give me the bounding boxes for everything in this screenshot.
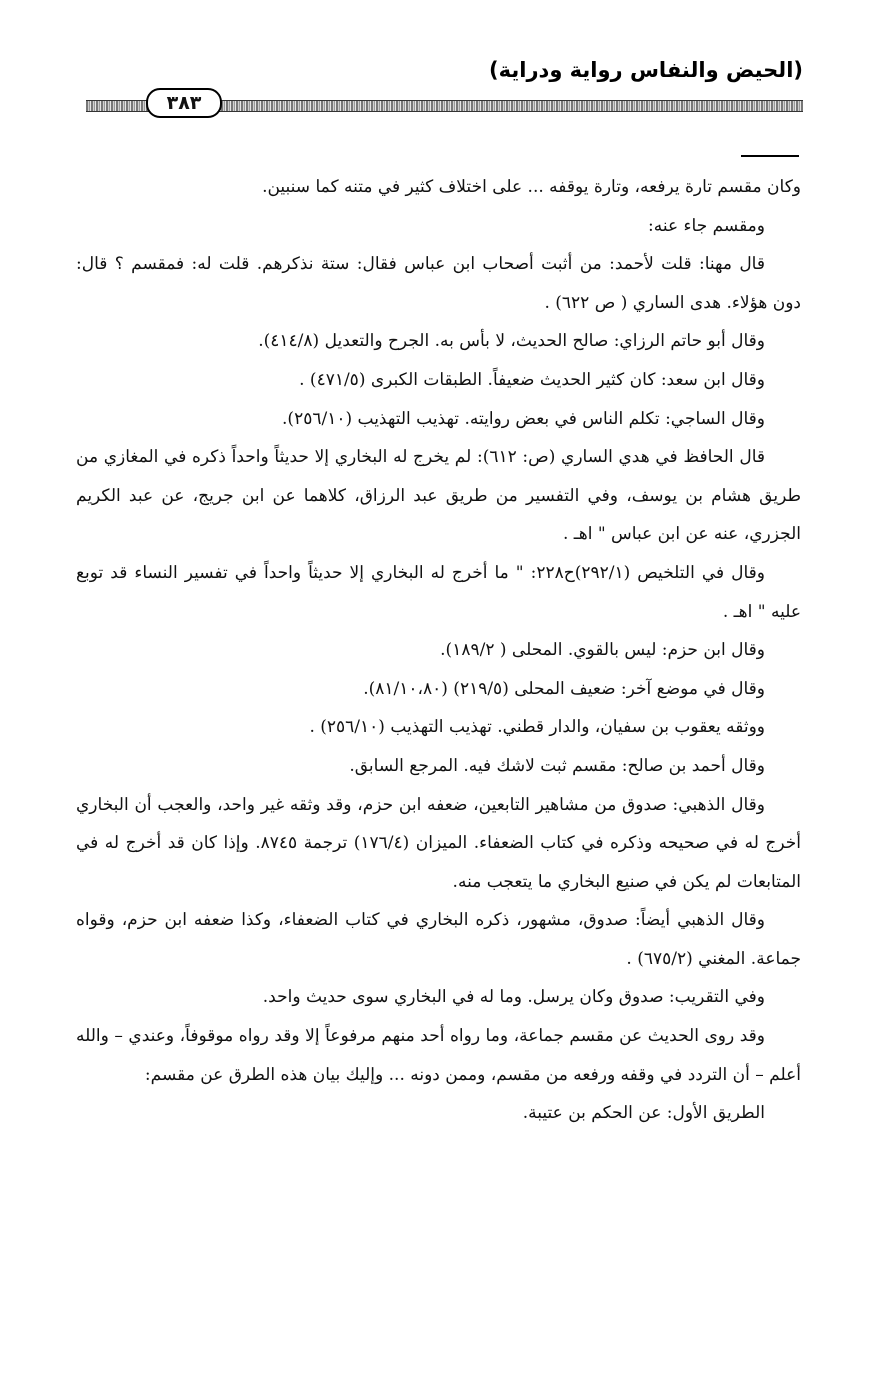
paragraph: ومقسم جاء عنه: — [648, 215, 765, 236]
paragraph: وقال الذهبي: صدوق من مشاهير التابعين، ضعفه ابن حزم، وقد وثقه غير واحد، والعجب أن البخاري أخرج له في صحيحه وذكره في كتاب الضعفاء. الميزان (١٧٦/٤) ترجمة ٨٧٤٥. وإذا كان قد أخرج له في المتابعات لم يكن في صنيع البخاري ما يتعجب منه. — [76, 794, 801, 892]
paragraph: وقال في موضع آخر: ضعيف المحلى (٢١٩/٥) (٨١/١٠،٨٠). — [363, 678, 765, 699]
paragraph: وقال أبو حاتم الرزاي: صالح الحديث، لا بأس به. الجرح والتعديل (٤١٤/٨). — [258, 331, 765, 352]
paragraph: وكان مقسم تارة يرفعه، وتارة يوقفه ... على اختلاف كثير في متنه كما سنبين. — [262, 177, 801, 197]
paragraph: وقال الذهبي أيضاً: صدوق، مشهور، ذكره البخاري في كتاب الضعفاء، وكذا ضعفه ابن حزم، وقواه جماعة. المغني (٦٧٥/٢) . — [76, 910, 801, 969]
page-number: ٣٨٣ — [146, 88, 222, 118]
paragraph: وقد روى الحديث عن مقسم جماعة، وما رواه أحد منهم مرفوعاً إلا وقد رواه موقوفاً، وعندي – والله أعلم – أن التردد في وقفه ورفعه من مقسم، وممن دونه ... وإليك بيان هذه الطرق عن مقسم: — [76, 1026, 801, 1085]
paragraph: الطريق الأول: عن الحكم بن عتيبة. — [522, 1103, 765, 1124]
paragraph: قال مهنا: قلت لأحمد: من أثبت أصحاب ابن عباس فقال: ستة نذكرهم. قلت له: فمقسم ؟ قال: دون هؤلاء. هدى الساري ( ص ٦٢٢) . — [76, 254, 801, 313]
paragraph: وقال ابن سعد: كان كثير الحديث ضعيفاً. الطبقات الكبرى (٤٧١/٥) . — [299, 369, 765, 390]
paragraph: وقال في التلخيص (٢٩٢/١)ح٢٢٨: " ما أخرج له البخاري إلا حديثاً واحداً في تفسير النساء قد توبع عليه " اهـ . — [76, 562, 801, 622]
paragraph: وفي التقريب: صدوق وكان يرسل. وما له في البخاري سوى حديث واحد. — [262, 987, 765, 1008]
paragraph: وقال ابن حزم: ليس بالقوي. المحلى ( ١٨٩/٢). — [440, 640, 765, 661]
paragraph: وقال الساجي: تكلم الناس في بعض روايته. تهذيب التهذيب (٢٥٦/١٠). — [282, 408, 765, 429]
footnote-separator — [741, 155, 799, 157]
paragraph: وقال أحمد بن صالح: مقسم ثبت لاشك فيه. المرجع السابق. — [349, 755, 765, 776]
paragraph: قال الحافظ في هدي الساري (ص: ٦١٢): لم يخرج له البخاري إلا حديثاً واحداً ذكره في المغازي من طريق هشام بن يوسف، وفي التفسير من طريق عبد الرزاق، كلاهما عن ابن جريج، عن عبد الكريم الجزري، عنه عن ابن عباس " اهـ . — [76, 447, 801, 545]
running-title: (الحيض والنفاس رواية ودراية) — [489, 58, 803, 82]
paragraph: ووثقه يعقوب بن سفيان، والدار قطني. تهذيب التهذيب (٢٥٦/١٠) . — [309, 717, 765, 738]
body-text — [76, 168, 801, 1133]
